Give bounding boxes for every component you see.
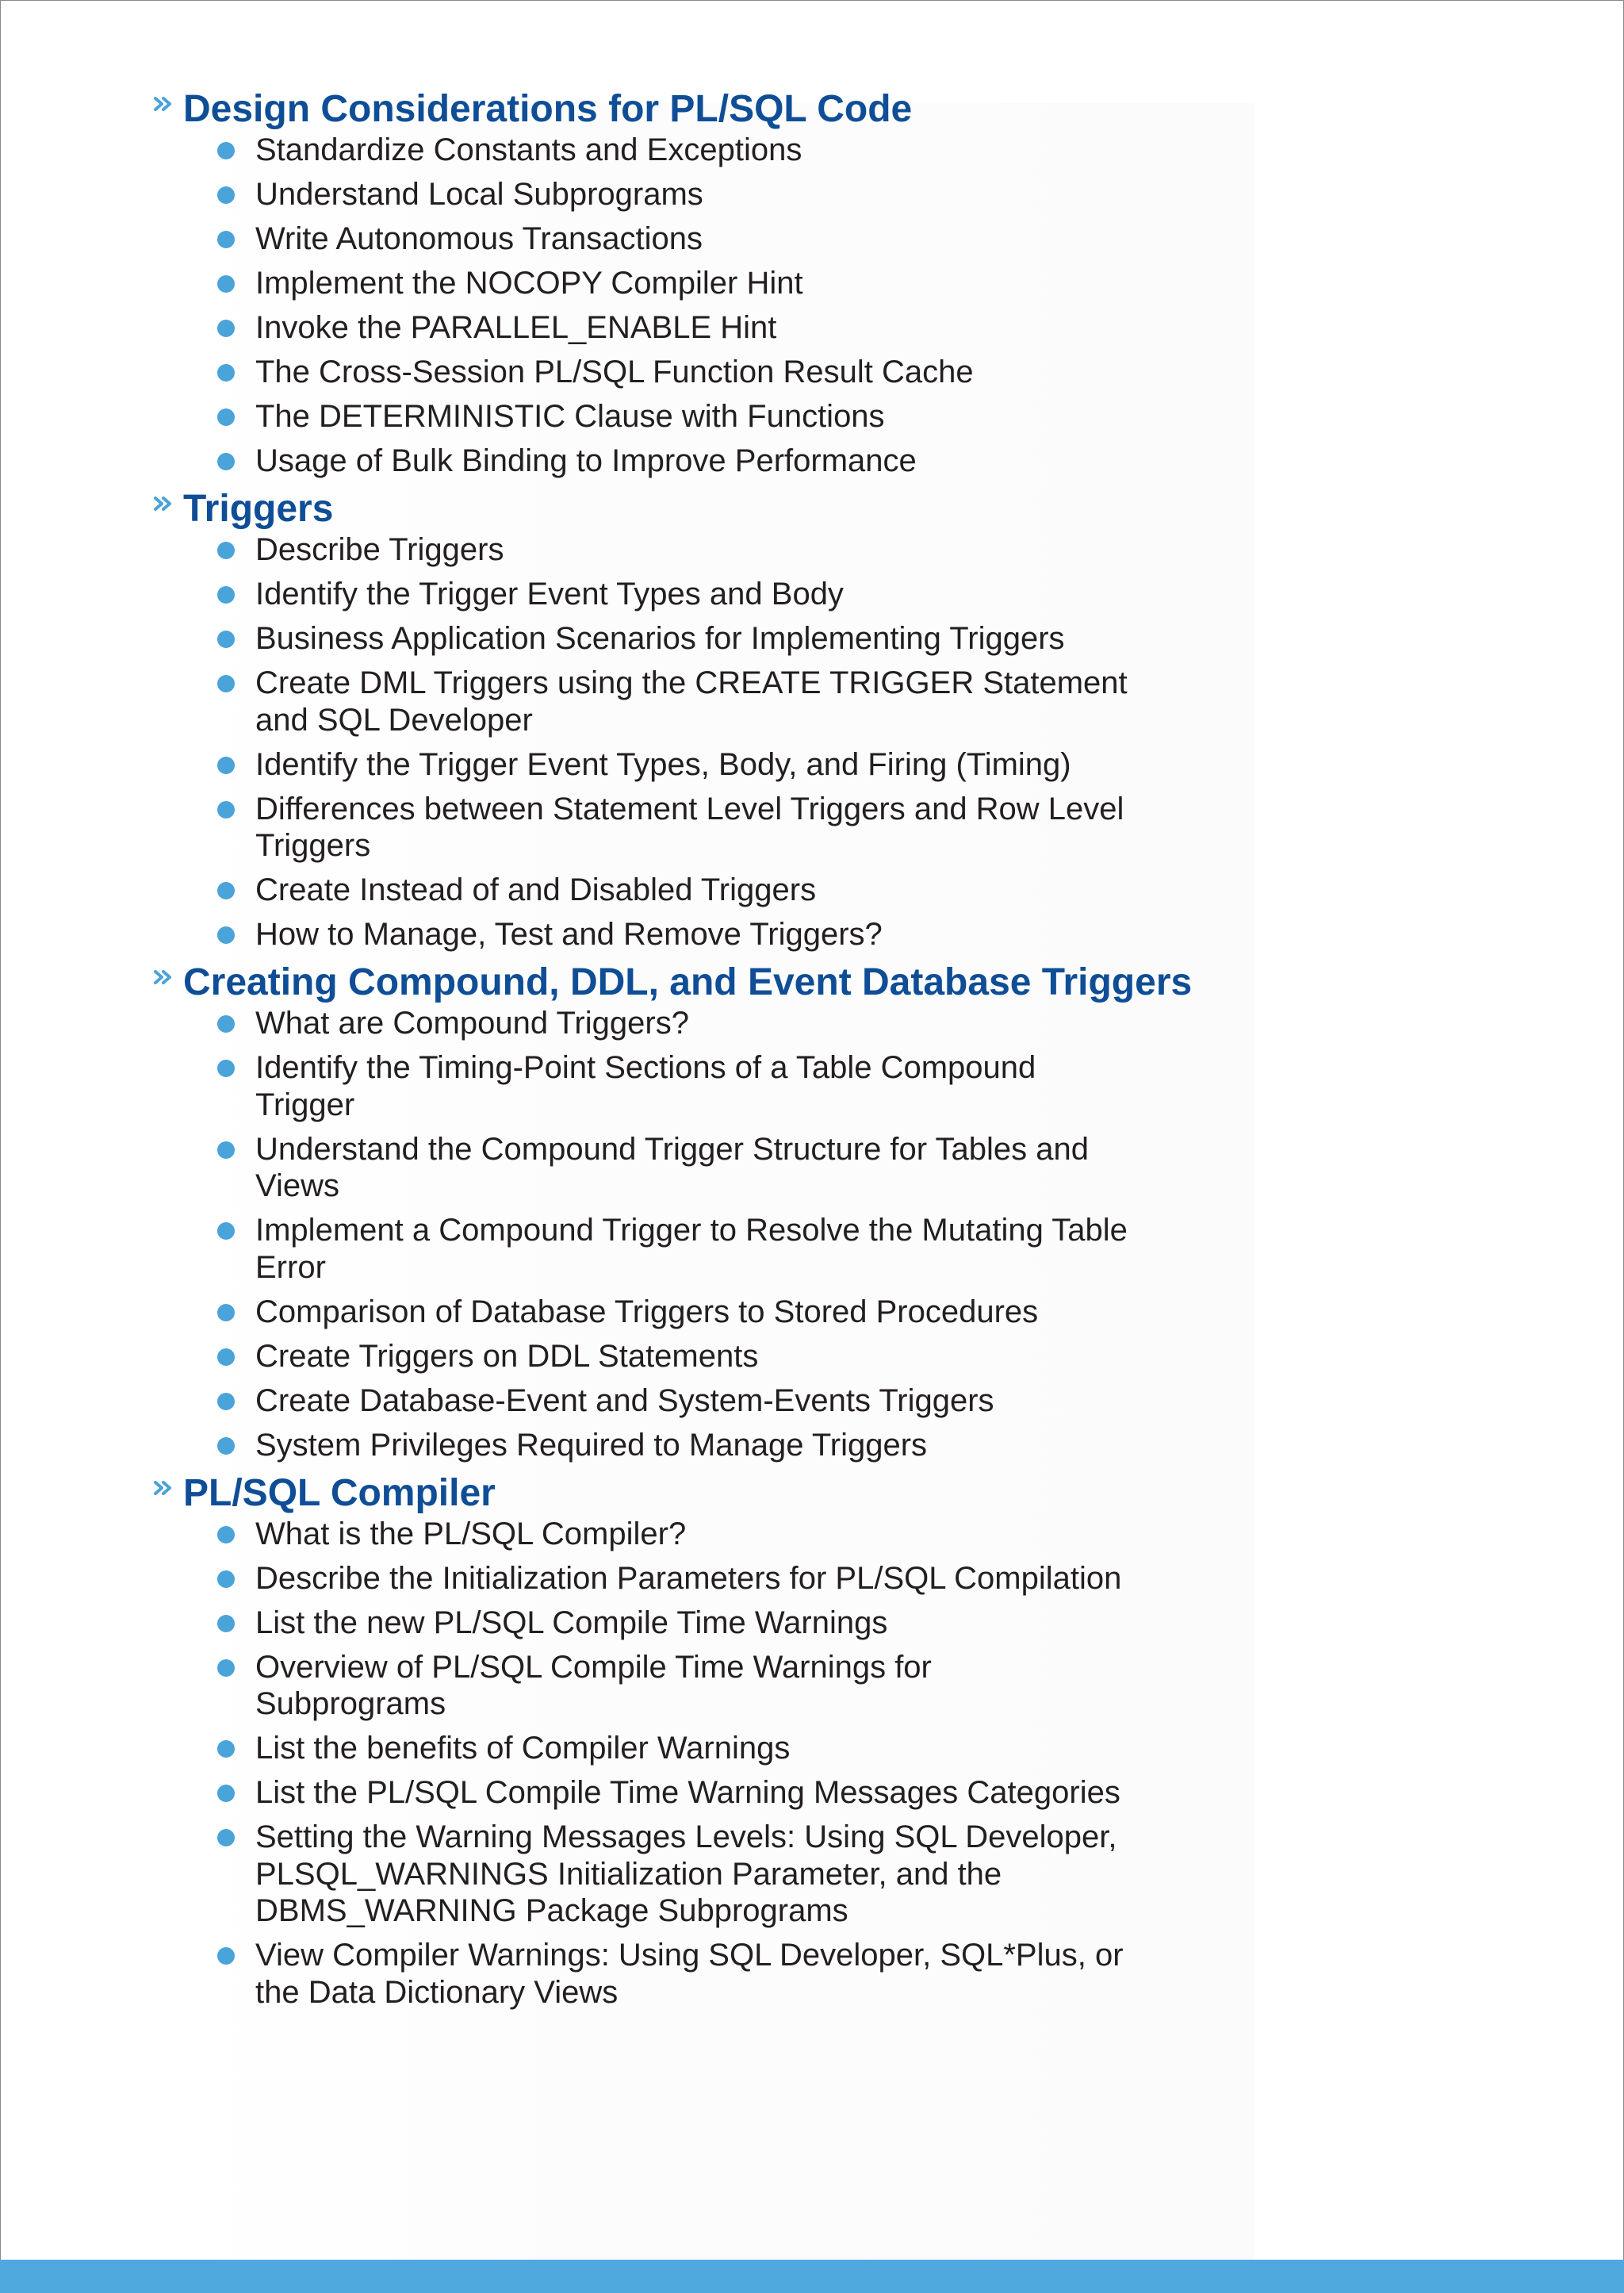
bullet-icon [217, 757, 235, 774]
list-item-text: Usage of Bulk Binding to Improve Performance [255, 443, 917, 478]
list-item-text: Identify the Timing-Point Sections of a Table Compound Trigger [255, 1050, 1036, 1122]
bullet-icon [217, 1526, 235, 1543]
bullet-icon [217, 275, 235, 293]
list-item [216, 1560, 1128, 1597]
list-item [216, 443, 1128, 480]
section-title: Design Considerations for PL/SQL Code [183, 88, 913, 130]
list-item-text: What is the PL/SQL Compiler? [255, 1516, 687, 1551]
list-item-text: Comparison of Database Triggers to Stored Procedures [255, 1294, 1039, 1329]
bullet-icon [217, 1785, 235, 1802]
list-item-text: The Cross-Session PL/SQL Function Result Cache [255, 355, 974, 389]
bullet-icon [217, 142, 235, 159]
bullet-icon [217, 1947, 235, 1965]
list-item [216, 1212, 1128, 1286]
list-item-text: Create Database-Event and System-Events Triggers [255, 1382, 994, 1418]
list-item-text: Create DML Triggers using the CREATE TRIGGER Statement and SQL Developer [255, 665, 1128, 738]
list-item [216, 620, 1128, 658]
double-chevron-icon [151, 92, 182, 124]
topic-list [151, 1516, 1499, 2011]
section-compound-ddl-event-triggers [151, 961, 1499, 1463]
list-item [216, 1937, 1128, 2011]
list-item [216, 398, 1128, 435]
list-item-text: System Privileges Required to Manage Triggers [255, 1427, 928, 1463]
list-item [216, 1049, 1128, 1123]
bullet-icon [217, 1060, 235, 1077]
list-item [216, 354, 1128, 391]
topic-list [151, 132, 1499, 480]
bullet-icon [217, 1015, 235, 1033]
course-outline [151, 87, 1499, 2019]
list-item-text: Overview of PL/SQL Compile Time Warnings for Subprograms [255, 1649, 932, 1721]
list-item-text: Create Triggers on DDL Statements [255, 1338, 759, 1374]
list-item [216, 220, 1128, 258]
list-item [216, 1131, 1128, 1205]
bullet-icon [217, 1141, 235, 1159]
bullet-icon [217, 631, 235, 648]
bullet-icon [217, 320, 235, 337]
bullet-icon [217, 801, 235, 819]
bullet-icon [217, 1222, 235, 1240]
bullet-icon [217, 1740, 235, 1758]
bullet-icon [217, 542, 235, 559]
list-item-text: The DETERMINISTIC Clause with Functions [255, 399, 885, 434]
list-item-text: Create Instead of and Disabled Triggers [255, 872, 817, 907]
bullet-icon [217, 1659, 235, 1677]
section-heading [151, 487, 1499, 531]
section-heading [151, 961, 1499, 1005]
list-item [216, 1005, 1128, 1042]
list-item-text: View Compiler Warnings: Using SQL Developer, SQL*Plus, or the Data Dictionary Views [255, 1938, 1124, 2010]
list-item [216, 1338, 1128, 1375]
footer-bar [0, 2260, 1624, 2293]
list-item [216, 872, 1128, 909]
list-item [216, 531, 1128, 569]
list-item [216, 1294, 1128, 1331]
list-item-text: Setting the Warning Messages Levels: Using SQL Developer, PLSQL_WARNINGS Initialization Parameter, and the DBMS_WARNING Package Subprograms [255, 1819, 1117, 1928]
bullet-icon [217, 675, 235, 692]
list-item [216, 576, 1128, 613]
list-item-text: List the benefits of Compiler Warnings [255, 1731, 791, 1766]
list-item [216, 1605, 1128, 1642]
section-heading [151, 87, 1499, 132]
list-item [216, 791, 1128, 865]
list-item-text: How to Manage, Test and Remove Triggers? [255, 917, 883, 952]
bullet-icon [217, 408, 235, 426]
list-item [216, 1427, 1128, 1464]
list-item [216, 309, 1128, 347]
list-item [216, 1774, 1128, 1812]
double-chevron-icon [151, 1476, 182, 1508]
section-triggers [151, 487, 1499, 953]
bullet-icon [217, 1829, 235, 1846]
bullet-icon [217, 453, 235, 470]
list-item-text: Understand the Compound Trigger Structure for Tables and Views [255, 1131, 1089, 1203]
list-item-text: Implement a Compound Trigger to Resolve the Mutating Table Error [255, 1213, 1128, 1285]
topic-list [151, 1005, 1499, 1463]
list-item-text: Differences between Statement Level Triggers and Row Level Triggers [255, 791, 1124, 863]
bullet-icon [217, 186, 235, 204]
bullet-icon [217, 926, 235, 944]
list-item [216, 176, 1128, 213]
list-item-text: Understand Local Subprograms [255, 177, 703, 212]
bullet-icon [217, 1437, 235, 1455]
section-plsql-compiler [151, 1471, 1499, 2011]
bullet-icon [217, 1570, 235, 1588]
list-item [216, 1730, 1128, 1767]
list-item-text: Standardize Constants and Exceptions [255, 132, 802, 167]
bullet-icon [217, 586, 235, 604]
section-title: Triggers [183, 488, 334, 530]
section-design-considerations [151, 87, 1499, 480]
list-item-text: List the PL/SQL Compile Time Warning Messages Categories [255, 1775, 1120, 1810]
list-item-text: Describe the Initialization Parameters for PL/SQL Compilation [255, 1560, 1122, 1596]
list-item-text: List the new PL/SQL Compile Time Warnings [255, 1605, 888, 1640]
bullet-icon [217, 1393, 235, 1410]
list-item-text: Identify the Trigger Event Types, Body, and Firing (Timing) [255, 746, 1071, 782]
double-chevron-icon [151, 492, 182, 523]
bullet-icon [217, 231, 235, 248]
bullet-icon [217, 1304, 235, 1321]
list-item-text: Write Autonomous Transactions [255, 221, 703, 256]
list-item [216, 1516, 1128, 1553]
section-heading [151, 1471, 1499, 1516]
list-item-text: What are Compound Triggers? [255, 1006, 689, 1041]
list-item-text: Describe Triggers [255, 532, 504, 567]
bullet-icon [217, 1615, 235, 1632]
list-item [216, 265, 1128, 302]
list-item [216, 132, 1128, 169]
topic-list [151, 531, 1499, 953]
bullet-icon [217, 364, 235, 382]
section-title: Creating Compound, DDL, and Event Database Triggers [183, 961, 1193, 1003]
list-item [216, 916, 1128, 953]
bullet-icon [217, 1348, 235, 1366]
bullet-icon [217, 882, 235, 899]
list-item-text: Invoke the PARALLEL_ENABLE Hint [255, 310, 777, 345]
list-item [216, 1382, 1128, 1420]
list-item-text: Implement the NOCOPY Compiler Hint [255, 266, 803, 301]
list-item [216, 746, 1128, 784]
list-item [216, 1819, 1128, 1930]
list-item [216, 665, 1128, 738]
section-title: PL/SQL Compiler [183, 1471, 496, 1514]
double-chevron-icon [151, 965, 182, 997]
list-item [216, 1649, 1128, 1723]
list-item-text: Business Application Scenarios for Implementing Triggers [255, 621, 1065, 656]
list-item-text: Identify the Trigger Event Types and Body [255, 577, 844, 612]
